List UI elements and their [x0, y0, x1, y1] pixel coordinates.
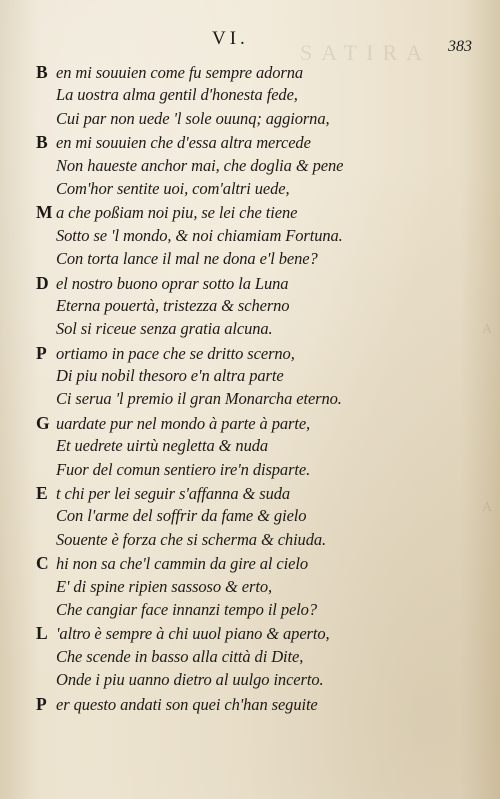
verse-text: er questo andati son quei ch'han seguite [56, 694, 318, 714]
verse-line [36, 530, 476, 553]
verse-line [36, 389, 476, 412]
verse-text: el nostro buono oprar sotto la Luna [56, 273, 289, 293]
verse-line [36, 202, 476, 225]
verse-line [36, 249, 476, 272]
poem-body [36, 62, 476, 717]
verse-text: Et uedrete uirtù negletta & nuda [56, 436, 269, 456]
stanza-initial: B [36, 132, 48, 153]
verse-text: 'altro è sempre à chi uuol piano & aperto, [56, 624, 330, 644]
stanza-initial: P [36, 693, 47, 714]
stanza [36, 483, 476, 553]
verse-text: Fuor del comun sentiero ire'n disparte. [56, 459, 311, 479]
stanza [36, 62, 476, 132]
verse-line [36, 85, 476, 108]
verse-text: a che poßiam noi piu, se lei che tiene [56, 203, 298, 223]
verse-line [36, 132, 476, 155]
verse-line [36, 670, 476, 693]
verse-line [36, 460, 476, 483]
stanza [36, 553, 476, 623]
stanza-initial: L [36, 623, 48, 644]
verse-text: hi non sa che'l cammin da gire al cielo [56, 554, 308, 574]
show-through-mark: A [482, 322, 493, 337]
verse-line [36, 600, 476, 623]
verse-text: Di piu nobil thesoro e'n altra parte [56, 366, 284, 386]
show-through-text: SATIRA [300, 40, 432, 65]
verse-text: Che scende in basso alla città di Dite, [56, 646, 304, 666]
stanza-initial: M [36, 202, 53, 223]
section-number: VI. [212, 28, 249, 49]
verse-text: Con torta lance il mal ne dona e'l bene? [56, 249, 318, 269]
stanza [36, 132, 476, 202]
verse-text: Cui par non uede 'l sole ouunq; aggiorna, [56, 108, 330, 128]
verse-text: Sotto se 'l mondo, & noi chiamiam Fortuna. [56, 225, 343, 245]
folio-number: 383 [448, 38, 472, 55]
verse-text: Che cangiar face innanzi tempo il pelo? [56, 599, 317, 619]
verse-text: Onde i piu uanno dietro al uulgo incerto. [56, 670, 324, 690]
verse-line [36, 62, 476, 85]
verse-text: en mi souuien come fu sempre adorna [56, 63, 304, 82]
verse-text: ortiamo in pace che se dritto scerno, [56, 343, 295, 363]
verse-text: uardate pur nel mondo à parte à parte, [56, 413, 311, 433]
verse-line [36, 179, 476, 202]
verse-line [36, 577, 476, 600]
verse-line [36, 319, 476, 342]
verse-text: en mi souuien che d'essa altra mercede [56, 133, 311, 153]
stanza [36, 623, 476, 693]
verse-line [36, 273, 476, 296]
verse-text: Con l'arme del soffrir da fame & gielo [56, 506, 307, 526]
stanza-initial: B [36, 62, 48, 82]
verse-text: Com'hor sentite uoi, com'altri uede, [56, 178, 290, 198]
stanza-initial: C [36, 553, 49, 574]
verse-text: Eterna pouertà, tristezza & scherno [56, 295, 290, 315]
verse-line [36, 506, 476, 529]
stanza [36, 343, 476, 413]
verse-line [36, 647, 476, 670]
verse-text: Non haueste anchor mai, che doglia & pene [56, 155, 344, 175]
verse-line [36, 413, 476, 436]
show-through-mark: A [482, 500, 493, 515]
verse-text: Sol si riceue senza gratia alcuna. [56, 319, 273, 339]
verse-text: Ci serua 'l premio il gran Monarcha eterno. [56, 389, 342, 409]
stanza-initial: E [36, 483, 48, 504]
verse-text: t chi per lei seguir s'affanna & suda [56, 484, 291, 504]
verse-line [36, 694, 476, 717]
stanza-initial: P [36, 342, 47, 363]
stanza [36, 413, 476, 483]
verse-text: La uostra alma gentil d'honesta fede, [56, 85, 298, 105]
stanza [36, 273, 476, 343]
verse-line [36, 343, 476, 366]
stanza [36, 694, 476, 717]
verse-line [36, 226, 476, 249]
verse-text: Souente è forza che si scherma & chiuda. [56, 529, 327, 549]
verse-line [36, 553, 476, 576]
verse-line [36, 483, 476, 506]
stanza-initial: G [36, 412, 50, 433]
stanza-initial: D [36, 272, 49, 293]
verse-line [36, 436, 476, 459]
verse-line [36, 623, 476, 646]
verse-text: E' di spine ripien sassoso & erto, [56, 576, 273, 596]
verse-line [36, 109, 476, 132]
verse-line [36, 366, 476, 389]
verse-line [36, 156, 476, 179]
stanza [36, 202, 476, 272]
verse-line [36, 296, 476, 319]
